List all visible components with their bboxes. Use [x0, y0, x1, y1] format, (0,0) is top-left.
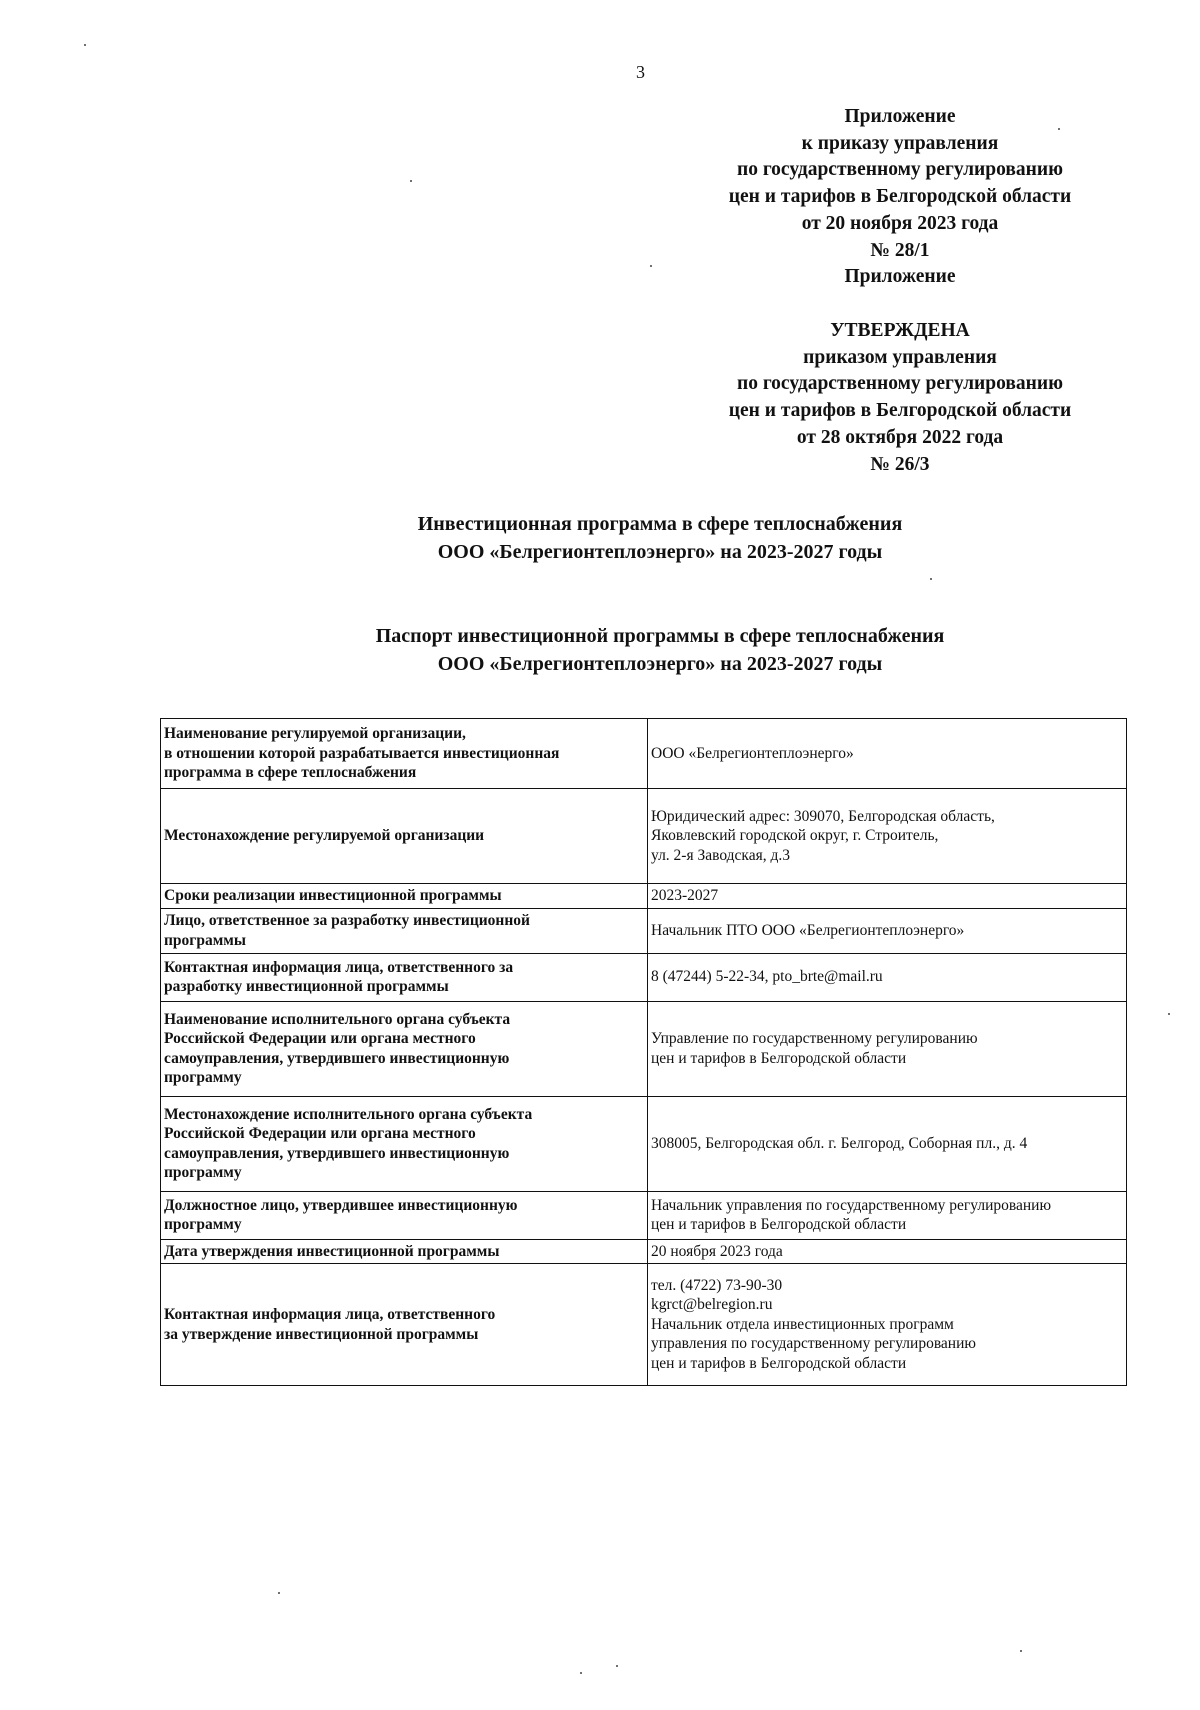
row-value-line: 308005, Белгородская обл. г. Белгород, Соборная пл., д. 4 [651, 1134, 1028, 1152]
appendix-line: Приложение [844, 266, 956, 288]
row-label [161, 719, 648, 789]
row-label-line: Контактная информация лица, ответственного за [164, 958, 514, 976]
approved-line: от 28 октября 2022 года [796, 426, 1004, 448]
table-row [161, 908, 1127, 953]
row-value [648, 1264, 1127, 1386]
appendix-line: от 20 ноября 2023 года [801, 212, 999, 234]
row-value-line: ул. 2-я Заводская, д.3 [651, 846, 790, 864]
row-label [161, 1264, 648, 1386]
table-row [161, 1191, 1127, 1239]
row-label [161, 908, 648, 953]
row-label-line: Сроки реализации инвестиционной программы [164, 887, 502, 904]
row-value [648, 1191, 1127, 1239]
appendix-line: к приказу управления [801, 132, 999, 154]
approved-line: цен и тарифов в Белгородской области [728, 400, 1072, 422]
table-row [161, 1239, 1127, 1264]
row-label-line: за утверждение инвестиционной программы [164, 1325, 479, 1343]
row-value-line: цен и тарифов в Белгородской области [651, 1216, 907, 1233]
appendix-line: цен и тарифов в Белгородской области [728, 186, 1072, 208]
appendix-header [690, 104, 1110, 291]
row-label-line: Контактная информация лица, ответственного [164, 1306, 496, 1323]
row-label-line: Местонахождение регулируемой организации [164, 827, 485, 845]
page-number: 3 [636, 62, 645, 82]
row-label [161, 789, 648, 884]
table-row [161, 953, 1127, 1001]
row-label-line: Российской Федерации или органа местного [164, 1125, 476, 1142]
row-value-line: Управление по государственному регулированию [651, 1030, 978, 1047]
row-value-line: тел. (4722) 73-90-30 [651, 1276, 783, 1294]
row-value-line: 2023-2027 [651, 887, 719, 904]
row-value-line: ООО «Белрегионтеплоэнерго» [651, 744, 854, 762]
passport-table [160, 718, 1127, 1386]
row-value-line: цен и тарифов в Белгородской области [651, 1354, 907, 1372]
row-label-line: программы [164, 931, 246, 949]
row-label-line: программу [164, 1069, 242, 1086]
row-label [161, 1191, 648, 1239]
row-label-line: самоуправления, утвердившего инвестиционную [164, 1049, 510, 1067]
appendix-line: Приложение [844, 106, 956, 127]
row-label-line: самоуправления, утвердившего инвестиционную [164, 1144, 510, 1162]
row-value-line: Начальник управления по государственному регулированию [651, 1196, 1052, 1214]
row-value [648, 719, 1127, 789]
scan-speck [580, 1672, 582, 1674]
table-row [161, 1096, 1127, 1191]
row-label-line: Наименование исполнительного органа субъекта [164, 1010, 511, 1028]
row-label-line: в отношении которой разрабатывается инвестиционная [164, 744, 560, 762]
program-title [280, 510, 1040, 566]
row-label-line: Наименование регулируемой организации, [164, 725, 466, 743]
approved-header [690, 318, 1110, 478]
row-value [648, 908, 1127, 953]
row-value-line: 20 ноября 2023 года [651, 1242, 783, 1260]
passport-title-line: ООО «Белрегионтеплоэнерго» на 2023-2027 годы [437, 653, 883, 675]
row-value-line: управления по государственному регулированию [651, 1335, 976, 1353]
row-label-line: программу [164, 1164, 242, 1181]
row-label [161, 953, 648, 1001]
row-label-line: программа в сфере теплоснабжения [164, 764, 417, 782]
row-label [161, 1001, 648, 1096]
table-row [161, 884, 1127, 909]
passport-table-body [161, 719, 1127, 1386]
table-row [161, 1264, 1127, 1386]
row-label [161, 884, 648, 909]
row-label [161, 1096, 648, 1191]
approved-line: по государственному регулированию [736, 373, 1064, 395]
row-value-line: kgrct@belregion.ru [651, 1296, 773, 1314]
row-value-line: Начальник отдела инвестиционных программ [651, 1315, 954, 1333]
appendix-line: № 28/1 [870, 239, 930, 261]
appendix-line: по государственному регулированию [736, 159, 1064, 181]
row-label-line: Лицо, ответственное за разработку инвестиционной [164, 912, 530, 929]
approved-line: приказом управления [803, 346, 997, 368]
row-value-line: цен и тарифов в Белгородской области [651, 1049, 907, 1067]
row-label-line: программу [164, 1216, 242, 1233]
row-value-line: Яковлевский городской округ, г. Строитель, [651, 827, 939, 845]
scan-speck [1020, 1650, 1022, 1652]
row-label [161, 1239, 648, 1264]
scan-speck [930, 578, 932, 580]
row-value [648, 1239, 1127, 1264]
row-value [648, 789, 1127, 884]
table-row [161, 719, 1127, 789]
row-value [648, 953, 1127, 1001]
row-value-line: Начальник ПТО ООО «Белрегионтеплоэнерго» [651, 921, 965, 939]
table-row [161, 789, 1127, 884]
scan-speck [278, 1592, 280, 1594]
scan-speck [616, 1665, 618, 1667]
passport-title-line: Паспорт инвестиционной программы в сфере теплоснабжения [375, 625, 945, 647]
approved-line: УТВЕРЖДЕНА [830, 320, 970, 341]
row-value-line: Юридический адрес: 309070, Белгородская область, [651, 807, 995, 825]
scan-speck [1168, 1013, 1170, 1015]
row-value [648, 1096, 1127, 1191]
row-label-line: Дата утверждения инвестиционной программы [164, 1242, 500, 1260]
passport-title [280, 622, 1040, 678]
approved-line: № 26/3 [870, 453, 930, 475]
row-label-line: Российской Федерации или органа местного [164, 1030, 476, 1047]
row-value [648, 884, 1127, 909]
scan-speck [650, 265, 652, 267]
program-title-line: ООО «Белрегионтеплоэнерго» на 2023-2027 годы [437, 541, 883, 563]
row-value [648, 1001, 1127, 1096]
scan-speck [84, 44, 86, 46]
scan-speck [410, 180, 412, 182]
row-label-line: Местонахождение исполнительного органа субъекта [164, 1105, 533, 1123]
table-row [161, 1001, 1127, 1096]
row-value-line: 8 (47244) 5-22-34, pto_brte@mail.ru [651, 968, 883, 986]
program-title-line: Инвестиционная программа в сфере теплоснабжения [417, 513, 903, 535]
scan-speck [1058, 128, 1060, 130]
row-label-line: разработку инвестиционной программы [164, 978, 449, 995]
row-label-line: Должностное лицо, утвердившее инвестиционную [164, 1196, 518, 1214]
